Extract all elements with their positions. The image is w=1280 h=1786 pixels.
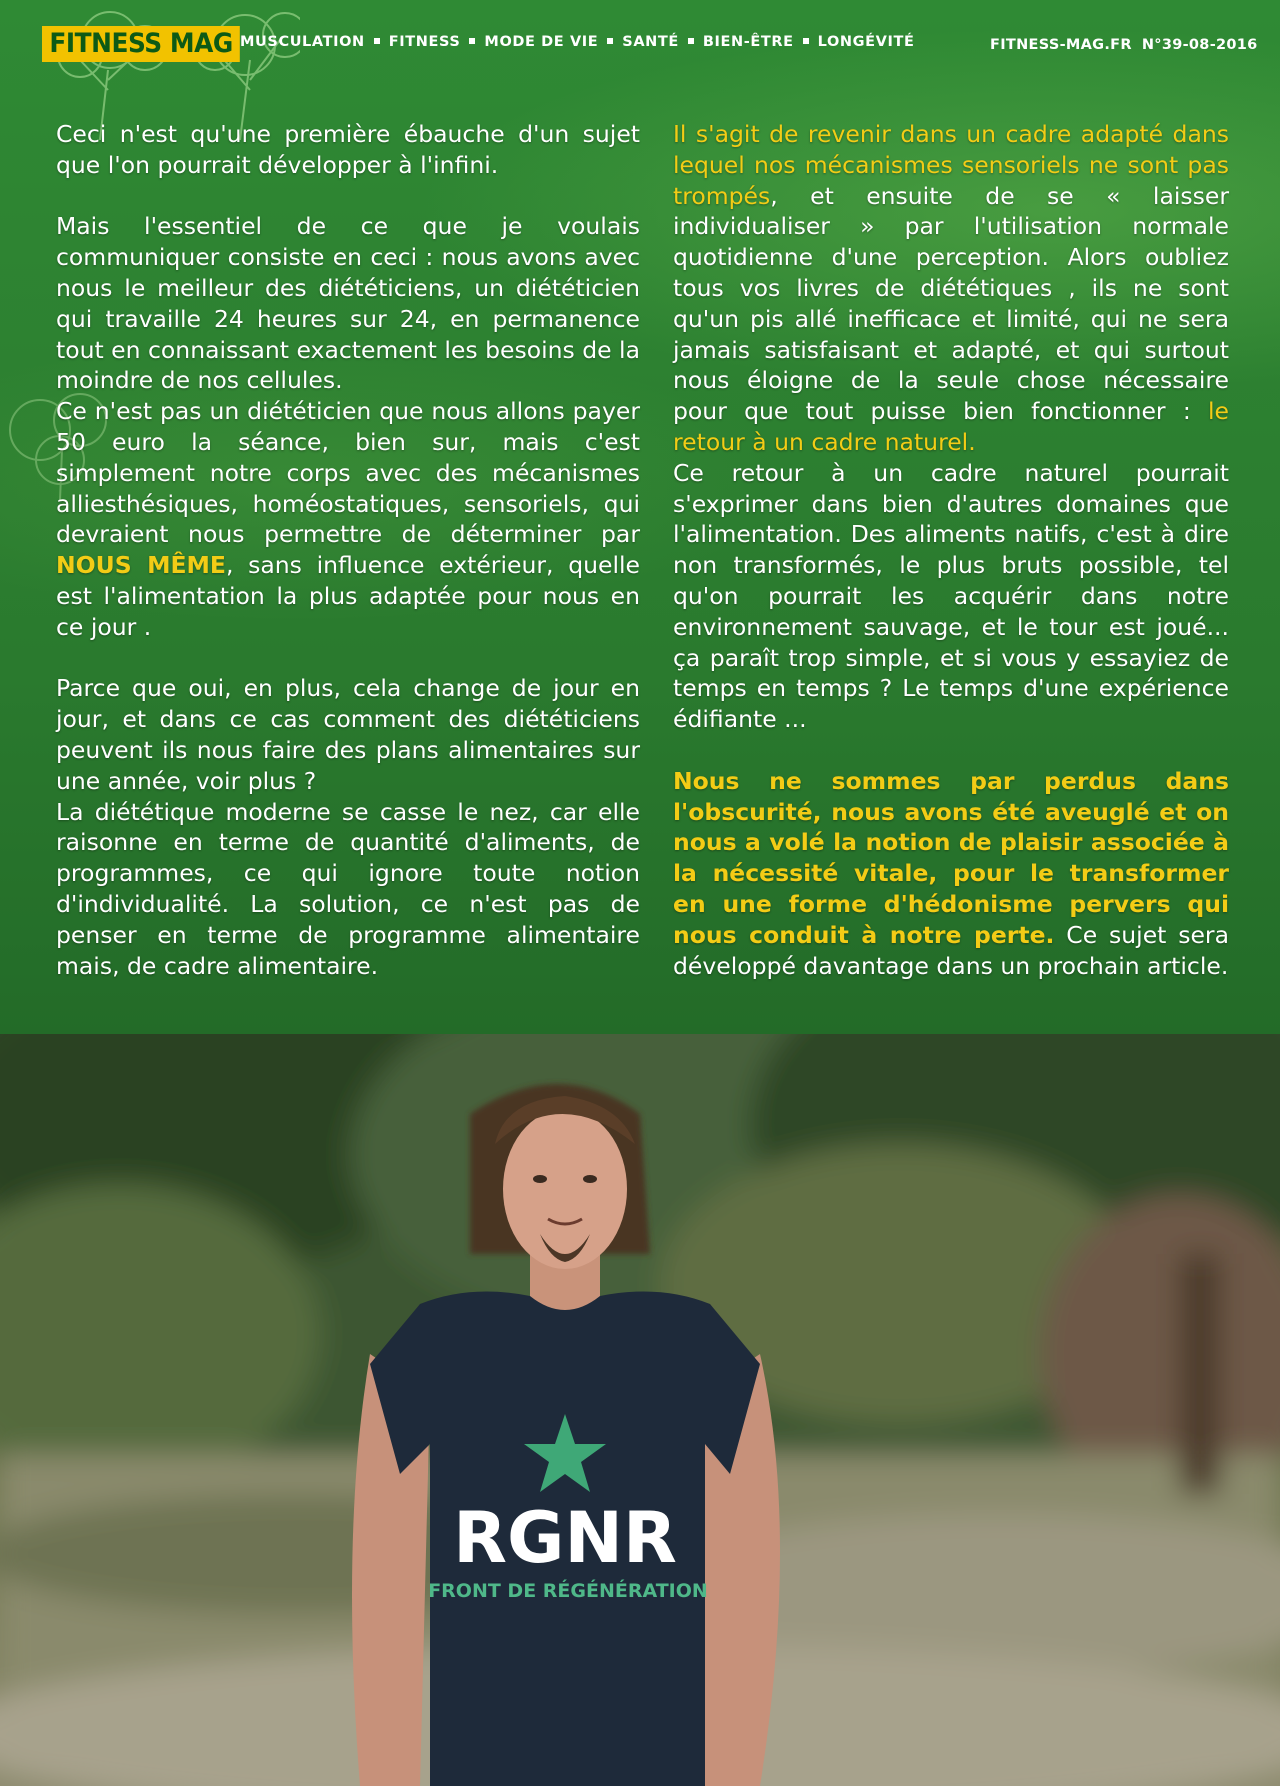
nav-separator — [803, 38, 809, 44]
paragraph-text: , et ensuite de se « laisser individualiser » par l'utilisation normale quotidienne d'une perception. Alors oubliez tous vos livres de diététiques , ils ne sont qu'un pis allé inefficace et limité, qui ne sera jamais satisfaisant et adapté, et qui surtout nous éloigne de la seule chose nécessaire pour que tout puisse bien fonctionner : — [673, 181, 1229, 426]
issue-number: N°39-08-2016 — [1141, 37, 1258, 53]
page-header — [0, 0, 1280, 90]
issue-info — [990, 37, 1258, 53]
nav-item-longevite[interactable]: LONGÉVITÉ — [817, 34, 915, 50]
paragraph-text: , sans influence extérieur, quelle est l'alimentation la plus adaptée pour nous en ce jour . — [56, 551, 640, 641]
article-column-right — [673, 119, 1229, 981]
paragraph: La diététique moderne se casse le nez, car elle raisonne en terme de quantité d'aliments, de programmes, ce qui ignore toute notion d'individualité. La solution, ce n'est pas de penser en terme de programme alimentaire mais, de cadre alimentaire. — [56, 797, 640, 980]
nav-item-bien-etre[interactable]: BIEN-ÊTRE — [702, 34, 794, 50]
nav-item-sante[interactable]: SANTÉ — [622, 34, 679, 50]
highlight-text: Il s'agit de revenir dans un cadre adapté dans lequel nos mécanismes sensoriels ne sont pas trompés — [673, 120, 1229, 210]
nav-item-musculation[interactable]: MUSCULATION — [240, 34, 365, 50]
fitness-mag-logo[interactable]: FITNESS MAG — [42, 26, 240, 62]
nav-separator — [469, 38, 475, 44]
site-url[interactable]: FITNESS-MAG.FR — [990, 37, 1132, 53]
nav-item-mode-de-vie[interactable]: MODE DE VIE — [484, 34, 599, 50]
article-column-left — [56, 119, 640, 981]
paragraph — [673, 119, 1229, 458]
nav-separator — [607, 38, 613, 44]
shirt-subtext: FRONT DE RÉGÉNÉRATION — [428, 1580, 708, 1602]
paragraph-text: Ce sujet sera développé davantage dans un prochain article. — [673, 920, 1229, 980]
paragraph — [56, 396, 640, 642]
paragraph: Mais l'essentiel de ce que je voulais communiquer consiste en ceci : nous avons avec nous le meilleur des diététiciens, un diététicien qui travaille 24 heures sur 24, en permanence tout en connaissant exactement les besoins de la moindre de nos cellules. — [56, 212, 640, 395]
paragraph — [673, 766, 1229, 982]
shirt-logo-text: RGNR — [453, 1497, 677, 1579]
author-photo — [0, 1034, 1280, 1786]
emphasis-text: NOUS MÊME — [56, 551, 226, 580]
photo-illustration — [0, 1034, 1280, 1786]
bold-highlight-text: Nous ne sommes par perdus dans l'obscurité, nous avons été aveuglé et on nous a volé la notion de plaisir associée à la nécessité vitale, pour le transformer en une forme d'hédonisme pervers qui nous conduit à notre perte. — [673, 766, 1229, 949]
paragraph: Parce que oui, en plus, cela change de jour en jour, et dans ce cas comment des diététiciens peuvent ils nous faire des plans alimentaires sur une année, voir plus ? — [56, 674, 640, 795]
section-nav — [240, 34, 914, 50]
paragraph: Ceci n'est qu'une première ébauche d'un sujet que l'on pourrait développer à l'infini. — [56, 120, 640, 179]
paragraph: Ce retour à un cadre naturel pourrait s'exprimer dans bien d'autres domaines que l'alimentation. Des aliments natifs, c'est à dire non transformés, le plus bruts possible, tel qu'on pourrait les acquérir dans notre environnement sauvage, et le tour est joué... ça paraît trop simple, et si vous y essayiez de temps en temps ? Le temps d'une expérience édifiante ... — [673, 458, 1229, 734]
nav-separator — [688, 38, 694, 44]
paragraph-text: Ce n'est pas un diététicien que nous allons payer 50 euro la séance, bien sur, mais c'est simplement notre corps avec des mécanismes alliesthésiques, homéostatiques, sensoriels, qui devraient nous permettre de déterminer par — [56, 397, 640, 549]
nav-item-fitness[interactable]: FITNESS — [388, 34, 461, 50]
nav-separator — [374, 38, 380, 44]
highlight-text: le retour à un cadre naturel. — [673, 397, 1229, 456]
